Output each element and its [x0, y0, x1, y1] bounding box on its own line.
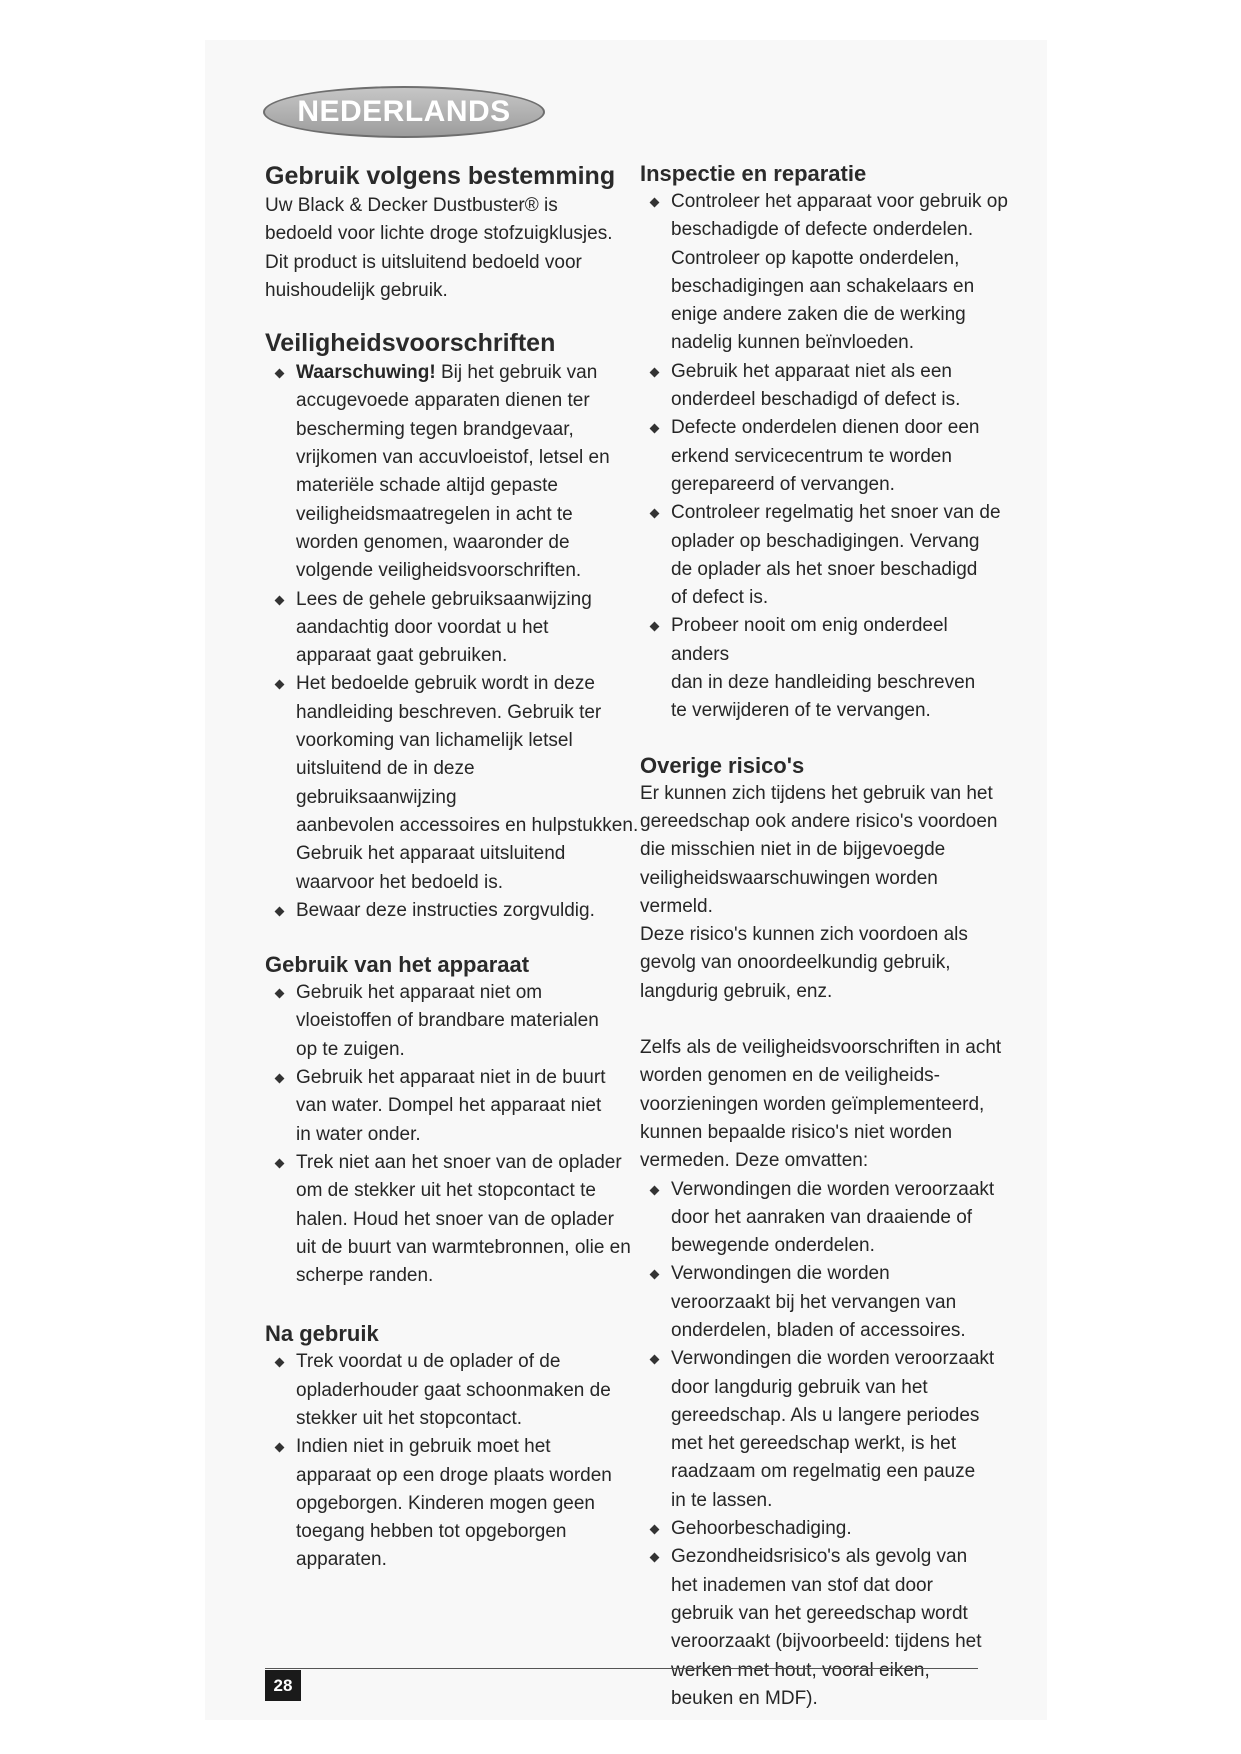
list-item: Lees de gehele gebruiksaanwijzing aandachtig door voordat u het apparaat gaat gebruiken. — [265, 586, 640, 671]
heading-inspection: Inspectie en reparatie — [640, 161, 867, 186]
list-item: Defecte onderdelen dienen door een erkend servicecentrum te worden gerepareerd of vervangen. — [640, 414, 1010, 499]
heading-after-use: Na gebruik — [265, 1321, 379, 1347]
diamond-bullet-icon — [275, 1074, 285, 1084]
residual-paragraph-2: Zelfs als de veiligheidsvoorschriften in acht worden genomen en de veiligheids- voorzieningen worden geïmplementeerd, kunnen bepaalde risico's niet worden vermeden. Deze omvatten: — [640, 1037, 1002, 1172]
diamond-bullet-icon — [650, 1355, 660, 1365]
warning-label: Waarschuwing! — [296, 362, 436, 384]
after-use-list — [265, 1348, 640, 1574]
section-inspection — [640, 160, 1010, 726]
section-safety — [265, 327, 640, 925]
list-item: Gebruik het apparaat niet als een onderdeel beschadigd of defect is. — [640, 358, 1010, 415]
list-item: Verwondingen die worden veroorzaakt door het aanraken van draaiende of bewegende onderdelen. — [640, 1176, 1010, 1261]
list-item: Trek voordat u de oplader of de opladerhouder gaat schoonmaken de stekker uit het stopcontact. — [265, 1348, 640, 1433]
list-item: Bewaar deze instructies zorgvuldig. — [265, 897, 640, 925]
heading-safety: Veiligheidsvoorschriften — [265, 329, 556, 358]
page-number-label: 28 — [273, 1675, 293, 1695]
section-usage — [265, 951, 640, 1290]
diamond-bullet-icon — [650, 1553, 660, 1563]
residual-paragraph-1: Er kunnen zich tijdens het gebruik van het gereedschap ook andere risico's voordoen die misschien niet in de bijgevoegde veiligheidswaarschuwingen worden vermeld. Deze risico's kunnen zich voordoen als gevolg van onoordeelkundig gebruik, langdurig gebruik, enz. — [640, 782, 998, 1002]
list-item: Gebruik het apparaat niet in de buurt van water. Dompel het apparaat niet in water onder. — [265, 1064, 640, 1149]
list-item: Verwondingen die worden veroorzaakt bij het vervangen van onderdelen, bladen of accessoires. — [640, 1260, 1010, 1345]
safety-list — [265, 359, 640, 925]
section-residual-risks — [640, 752, 1010, 1714]
footer-divider — [265, 1668, 978, 1669]
list-item: Indien niet in gebruik moet het apparaat op een droge plaats worden opgeborgen. Kinderen mogen geen toegang hebben tot opgeborgen apparaten. — [265, 1433, 640, 1574]
diamond-bullet-icon — [650, 198, 660, 208]
diamond-bullet-icon — [275, 595, 285, 605]
page-number — [265, 1670, 301, 1701]
diamond-bullet-icon — [275, 1158, 285, 1168]
diamond-bullet-icon — [650, 424, 660, 434]
diamond-bullet-icon — [275, 906, 285, 916]
diamond-bullet-icon — [650, 622, 660, 632]
diamond-bullet-icon — [650, 1185, 660, 1195]
list-item: Gehoorbeschadiging. — [640, 1515, 1010, 1543]
section-after-use — [265, 1320, 640, 1574]
heading-intended-use: Gebruik volgens bestemming — [265, 162, 616, 190]
heading-usage: Gebruik van het apparaat — [265, 952, 530, 978]
diamond-bullet-icon — [275, 989, 285, 999]
list-item: Het bedoelde gebruik wordt in deze handleiding beschreven. Gebruik ter voorkoming van lichamelijk letsel uitsluitend de in deze gebruiksaanwijzing aanbevolen accessoires en hulpstukken. Gebruik het apparaat uitsluitend waarvoor het bedoeld is. — [265, 670, 640, 896]
language-label: NEDERLANDS — [297, 95, 511, 128]
list-item: Controleer regelmatig het snoer van de oplader op beschadigingen. Vervang de oplader als het snoer beschadigd of defect is. — [640, 499, 1010, 612]
heading-residual-risks: Overige risico's — [640, 752, 805, 778]
list-item: Trek niet aan het snoer van de oplader om de stekker uit het stopcontact te halen. Houd het snoer van de oplader uit de buurt van warmtebronnen, olie en scherpe randen. — [265, 1149, 640, 1290]
diamond-bullet-icon — [275, 1443, 285, 1453]
section-intended-use — [265, 160, 640, 305]
list-item: Verwondingen die worden veroorzaakt door langdurig gebruik van het gereedschap. Als u langere periodes met het gereedschap werkt, is het raadzaam om regelmatig een pauze in te lassen. — [640, 1345, 1010, 1515]
language-badge — [263, 86, 545, 138]
list-item: Controleer het apparaat voor gebruik op beschadigde of defecte onderdelen. Controleer op kapotte onderdelen, beschadigingen aan schakelaars en enige andere zaken die de werking nadelig kunnen beïnvloeden. — [640, 188, 1010, 358]
intended-use-text: Uw Black & Decker Dustbuster® is bedoeld voor lichte droge stofzuigklusjes. Dit product is uitsluitend bedoeld voor huishoudelijk gebruik. — [265, 195, 613, 301]
diamond-bullet-icon — [650, 509, 660, 519]
diamond-bullet-icon — [650, 1270, 660, 1280]
diamond-bullet-icon — [275, 680, 285, 690]
list-item: Gebruik het apparaat niet om vloeistoffen of brandbare materialen op te zuigen. — [265, 979, 640, 1064]
list-item: Gezondheidsrisico's als gevolg van het inademen van stof dat door gebruik van het gereedschap wordt veroorzaakt (bijvoorbeeld: tijdens het werken met hout, vooral eiken, beuken en MDF). — [640, 1543, 1010, 1713]
left-column — [265, 160, 640, 1575]
list-item: Waarschuwing! Bij het gebruik van accugevoede apparaten dienen ter bescherming tegen brandgevaar, vrijkomen van accuvloeistof, letsel en materiële schade altijd gepaste veiligheidsmaatregelen in acht te worden genomen, waaronder de volgende veiligheidsvoorschriften. — [265, 359, 640, 585]
diamond-bullet-icon — [275, 369, 285, 379]
diamond-bullet-icon — [650, 1525, 660, 1535]
residual-list — [640, 1176, 1010, 1714]
diamond-bullet-icon — [275, 1358, 285, 1368]
right-column — [640, 160, 1010, 1713]
list-item: Probeer nooit om enig onderdeel anders dan in deze handleiding beschreven te verwijderen of te vervangen. — [640, 612, 1010, 725]
usage-list — [265, 979, 640, 1290]
diamond-bullet-icon — [650, 367, 660, 377]
inspection-list — [640, 188, 1010, 726]
